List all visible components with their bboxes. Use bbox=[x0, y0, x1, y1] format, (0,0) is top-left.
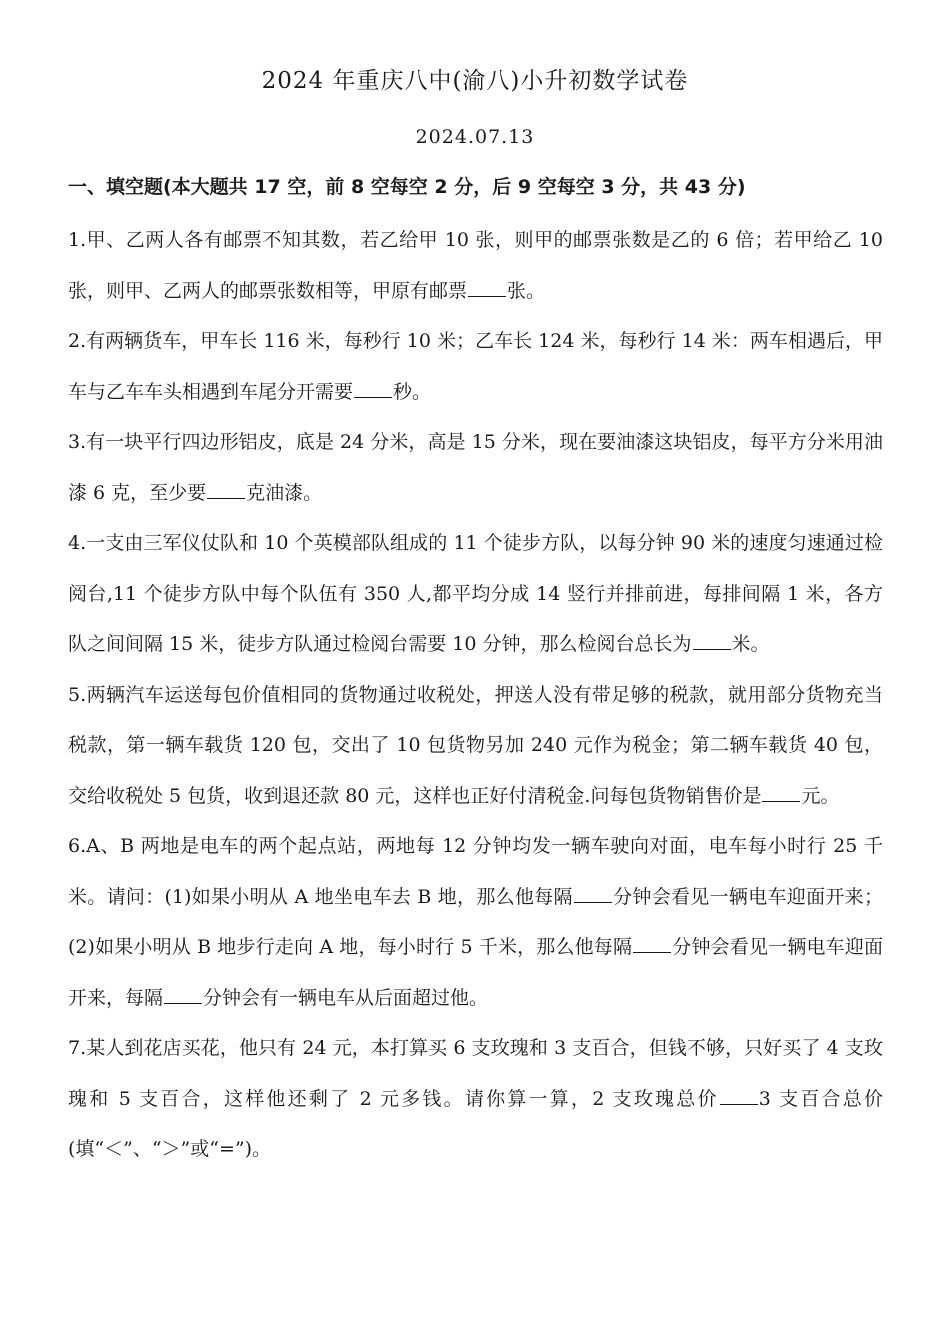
question-2 bbox=[68, 316, 883, 417]
question-text: 3 支百合总价(填“＜”、“＞”或“=”)。 bbox=[68, 1087, 883, 1160]
question-text: 秒。 bbox=[393, 380, 432, 403]
answer-blank[interactable] bbox=[693, 648, 731, 650]
question-text: 分钟会看见一辆电车迎面开来，每隔 bbox=[68, 936, 883, 1009]
answer-blank[interactable] bbox=[633, 951, 671, 953]
question-text: 元。 bbox=[801, 784, 840, 807]
question-1 bbox=[68, 215, 883, 316]
answer-blank[interactable] bbox=[354, 396, 392, 398]
question-3 bbox=[68, 417, 883, 518]
answer-blank[interactable] bbox=[164, 1002, 202, 1004]
question-text: 2.有两辆货车，甲车长 116 米，每秒行 10 米；乙车长 124 米，每秒行 14 米：两车相遇后，甲车与乙车车头相遇到车尾分开需要 bbox=[68, 330, 883, 403]
question-text: 克油漆。 bbox=[246, 481, 323, 504]
question-5 bbox=[68, 670, 883, 822]
answer-blank[interactable] bbox=[574, 901, 612, 903]
answer-blank[interactable] bbox=[207, 497, 245, 499]
question-text: 1.甲、乙两人各有邮票不知其数，若乙给甲 10 张，则甲的邮票张数是乙的 6 倍；若甲给乙 10 张，则甲、乙两人的邮票张数相等，甲原有邮票 bbox=[68, 229, 883, 302]
question-text: 3.有一块平行四边形铝皮，底是 24 分米，高是 15 分米，现在要油漆这块铝皮，每平方分米用油漆 6 克，至少要 bbox=[68, 431, 883, 504]
answer-blank[interactable] bbox=[468, 295, 506, 297]
exam-date: 2024.07.13 bbox=[415, 126, 535, 148]
question-text: 米。 bbox=[731, 633, 770, 655]
question-list bbox=[68, 215, 883, 1175]
question-text: 分钟会有一辆电车从后面超过他。 bbox=[203, 986, 489, 1009]
question-text: 4.一支由三军仪仗队和 10 个英模部队组成的 11 个徒步方队，以每分钟 90 米的速度匀速通过检阅台,11 个徒步方队中每个队伍有 350 人,都平均分成 14 竖行并排前进，每排间隔 1 米，各方队之间间隔 15 米，徒步方队通过检阅台需要 10 分钟，那么检阅台总长为 bbox=[68, 532, 883, 655]
question-text: 张。 bbox=[507, 279, 546, 302]
question-4 bbox=[68, 518, 883, 670]
question-text: 分钟会看见一辆电车迎面开来；(2)如果小明从 B 地步行走向 A 地，每小时行 5 千米，那么他每隔 bbox=[68, 885, 883, 958]
answer-blank[interactable] bbox=[762, 800, 800, 802]
section-heading: 一、填空题(本大题共 17 空，前 8 空每空 2 分，后 9 空每空 3 分，共 43 分) bbox=[68, 176, 746, 198]
question-7 bbox=[68, 1023, 883, 1175]
question-text: 5.两辆汽车运送每包价值相同的货物通过收税处，押送人没有带足够的税款，就用部分货物充当税款，第一辆车载货 120 包，交出了 10 包货物另加 240 元作为税金；第二辆车载货 40 包，交给收税处 5 包货，收到退还款 80 元，这样也正好付清税金.问每包货物销售价是 bbox=[68, 683, 883, 807]
question-text: 6.A、B 两地是电车的两个起点站，两地每 12 分钟均发一辆车驶向对面，电车每小时行 25 千米。请问：(1)如果小明从 A 地坐电车去 B 地，那么他每隔 bbox=[68, 835, 883, 908]
question-text: 7.某人到花店买花，他只有 24 元，本打算买 6 支玫瑰和 3 支百合，但钱不够，只好买了 4 支玫瑰和 5 支百合，这样他还剩了 2 元多钱。请你算一算，2 支玫瑰总价 bbox=[68, 1037, 883, 1110]
exam-title: 2024 年重庆八中(渝八)小升初数学试卷 bbox=[261, 68, 689, 94]
answer-blank[interactable] bbox=[720, 1103, 758, 1105]
question-6 bbox=[68, 821, 883, 1023]
